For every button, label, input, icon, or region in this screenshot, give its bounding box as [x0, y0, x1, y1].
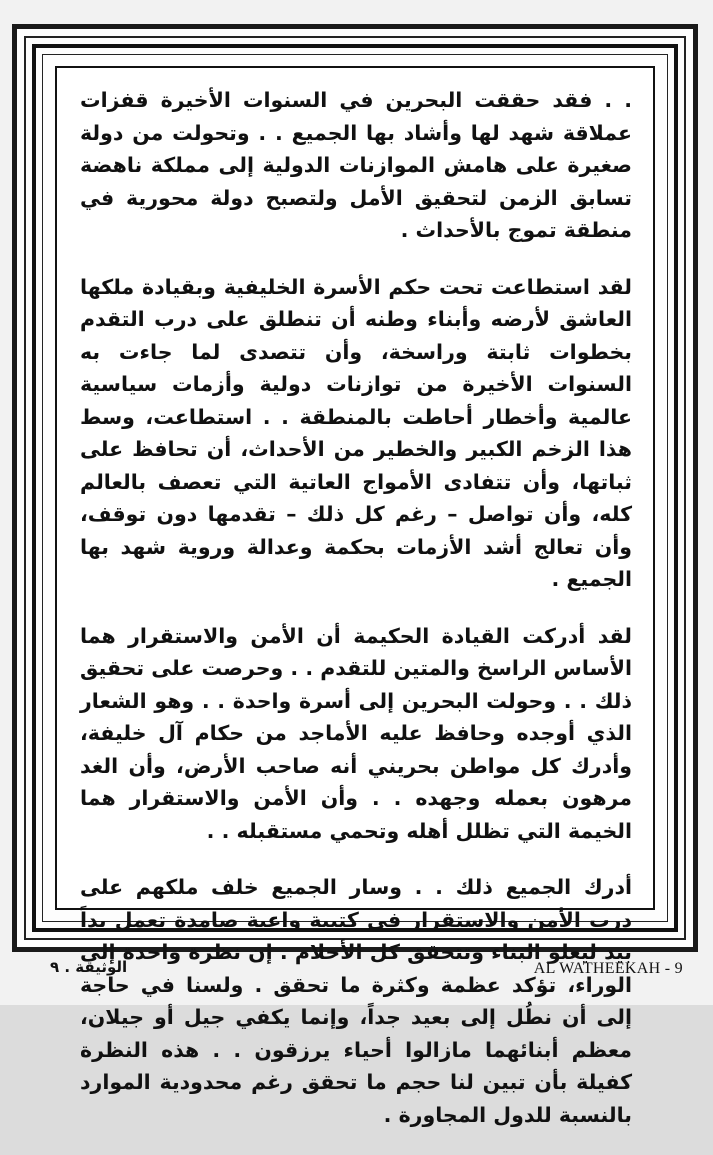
- page-footer-arabic: الوثيقة . ٩: [50, 958, 128, 976]
- paragraph: لقد أدركت القيادة الحكيمة أن الأمن والاستقرار هما الأساس الراسخ والمتين للتقدم . . وحرصت على تحقيق ذلك . . وحولت البحرين إلى أسرة واحدة . . وهو الشعار الذي أوجده وحافظ عليه الأماجد من حكام آل خليفة، وأدرك كل مواطن بحريني أنه صاحب الأرض، وأن الغد مرهون بعمله وجهده . . وأن الأمن والاستقرار هما الخيمة التي تظلل أهله وتحمي مستقبله . .: [80, 623, 632, 843]
- article-body: [80, 84, 632, 1155]
- paragraph: لقد استطاعت تحت حكم الأسرة الخليفية وبقيادة ملكها العاشق لأرضه وأبناء وطنه أن تنطلق على درب التقدم بخطوات ثابتة وراسخة، وأن تتصدى لما جاءت به السنوات الأخيرة من توازنات دولية وأزمات سياسية عالمية وأخطار أحاطت بالمنطقة . . استطاعت، وسط هذا الزخم الكبير والخطير من الأحداث، أن تحافظ على ثباتها، وأن تتفادى الأمواج العاتية التي تعصف بالعالم كله، وأن تواصل – رغم كل ذلك – تقدمها دون توقف، وأن تعالج أشد الأزمات بحكمة وعدالة وروية شهد بها الجميع .: [80, 274, 632, 591]
- page-footer-english: AL WATHEEKAH - 9: [533, 960, 683, 977]
- paragraph: . . فقد حققت البحرين في السنوات الأخيرة قفزات عملاقة شهد لها وأشاد بها الجميع . . وتحولت من دولة صغيرة على هامش الموازنات الدولية إلى مملكة ناهضة تسابق الزمن لتحقيق الأمل ولتصبح دولة محورية في منطقة تموج بالأحداث .: [80, 88, 632, 242]
- paragraph: أدرك الجميع ذلك . . وسار الجميع خلف ملكهم على درب الأمن والاستقرار في كتيبة واعية صامدة تعمل يداً بيد ليعلو البناء وتتحقق كل الأحلام . إن نظرة واحدة إلى الوراء، تؤكد عظمة وكثرة ما تحقق . ولسنا في حاجة إلى أن نطُل إلى بعيد جداً، وإنما يكفي جيل أو جيلان، معظم أبنائهما مازالوا أحياء يرزقون . . هذه النظرة كفيلة بأن تبين لنا حجم ما تحقق رغم محدودية الموارد بالنسبة للدول المجاورة .: [80, 875, 632, 1127]
